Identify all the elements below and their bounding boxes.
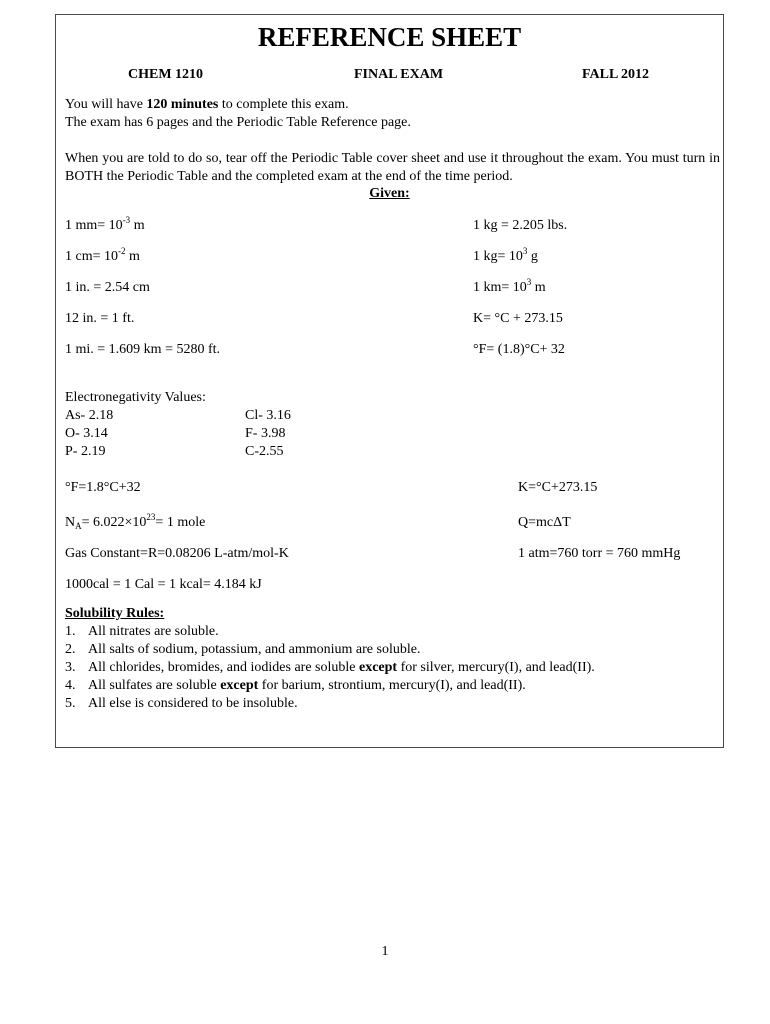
page-title: REFERENCE SHEET [257, 22, 522, 52]
fahrenheit-conversion: °F= (1.8)°C+ 32 [473, 342, 565, 357]
solubility-rules-list [65, 623, 595, 713]
solubility-heading: Solubility Rules: [65, 606, 165, 621]
kelvin-conversion: K= °C + 273.15 [473, 311, 563, 326]
atm-conversion: 1 atm=760 torr = 760 mmHg [518, 546, 681, 561]
k-c-formula: K=°C+273.15 [518, 480, 598, 495]
en-as: As- 2.18 [65, 408, 114, 423]
course-code: CHEM 1210 [128, 67, 204, 82]
electronegativity-heading: Electronegativity Values: [65, 390, 206, 405]
inch-conversion: 1 in. = 2.54 cm [65, 280, 150, 295]
list-item: 3. All chlorides, bromides, and iodides are soluble except for silver, mercury(I), and lead(II). [65, 660, 595, 675]
en-p: P- 2.19 [65, 444, 106, 459]
list-item: 4. All sulfates are soluble except for barium, strontium, mercury(I), and lead(II). [65, 678, 526, 693]
exam-term: FALL 2012 [582, 67, 650, 82]
time-limit-line: You will have 120 minutes to complete this exam. [65, 97, 349, 112]
en-o: O- 3.14 [65, 426, 108, 441]
list-item: 2. All salts of sodium, potassium, and ammonium are soluble. [65, 642, 421, 657]
km-conversion: 1 $km= 10^3$ m [473, 277, 546, 295]
list-item: 5. All else is considered to be insoluble. [65, 696, 298, 711]
list-item: 1. All nitrates are soluble. [65, 624, 219, 639]
page-number: 1 [381, 944, 389, 959]
calorie-conversion: 1000cal = 1 Cal = 1 kcal= 4.184 kJ [65, 577, 262, 592]
mile-conversion: 1 mi. = 1.609 km = 5280 ft. [65, 342, 221, 357]
en-c: C-2.55 [245, 444, 284, 459]
given-heading: Given: [369, 186, 410, 201]
time-limit: 120 minutes [146, 97, 219, 112]
avogadro-formula: $N_A= 6.022\times 10^{23}= 1$ mole [65, 512, 206, 531]
kg-g-conversion: 1 $kg= 10^3$ g [473, 246, 538, 264]
cm-conversion: 1 $cm= 10^{-2}$ m [65, 246, 140, 264]
heat-formula: Q=mcΔT [518, 515, 571, 530]
page-count-line: The exam has 6 pages and the Periodic Table Reference page. [65, 115, 411, 130]
gas-constant: Gas Constant=R=0.08206 L-atm/mol-K [65, 546, 289, 561]
exam-name: FINAL EXAM [354, 67, 444, 82]
instructions-paragraph: When you are told to do so, tear off the Periodic Table cover sheet and use it throughout the exam. You must turn in BOTH the Periodic Table and the completed exam at the end of the time period. [65, 151, 720, 184]
en-f: F- 3.98 [245, 426, 286, 441]
en-cl: Cl- 3.16 [245, 408, 291, 423]
mm-conversion: 1 $mm= 10^{-3}$ m [65, 215, 145, 233]
kg-lbs-conversion: 1 kg = 2.205 lbs. [473, 218, 568, 233]
f-c-formula: °F=1.8°C+32 [65, 480, 141, 495]
foot-conversion: 12 in. = 1 ft. [65, 311, 135, 326]
